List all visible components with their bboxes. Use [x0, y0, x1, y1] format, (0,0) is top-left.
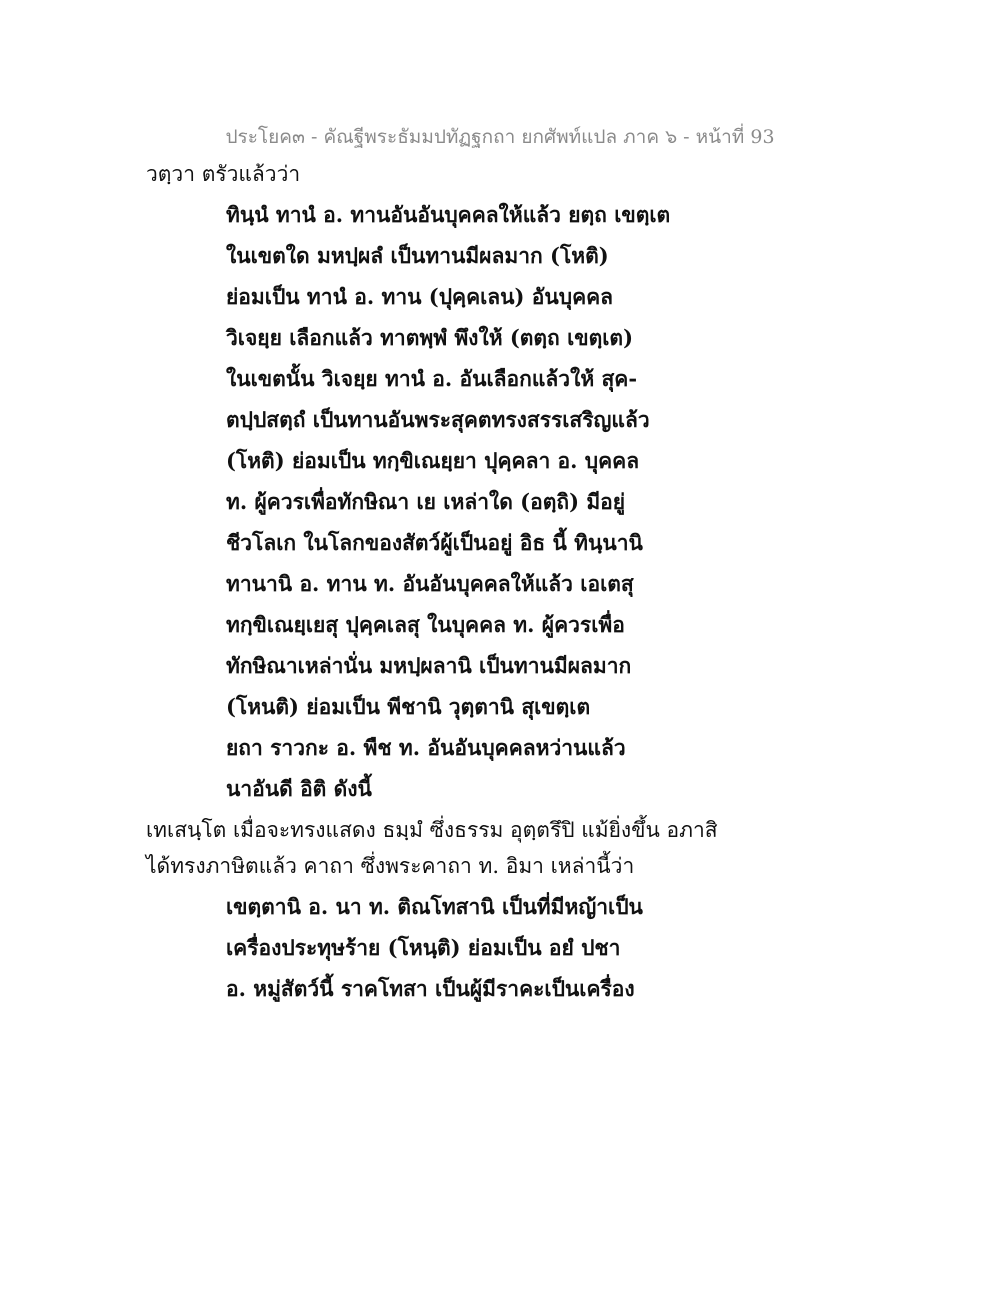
verse-line: (โหนติ) ย่อมเป็น พีชานิ วุตฺตานิ สุเขตฺเต [226, 694, 591, 719]
verse-line: ท. ผู้ควรเพื่อทักษิณา เย เหล่าใด (อตฺถิ) มีอยู่ [226, 489, 626, 514]
verse-line: เขตฺตานิ อ. นา ท. ติณโทสานิ เป็นที่มีหญ้าเป็น [226, 894, 643, 919]
text-line: วตฺวา ตรัวแล้วว่า [146, 162, 301, 186]
verse-line: วิเจยฺย เลือกแล้ว ทาตพฺพํ พึงให้ (ตตฺถ เขตฺเต) [226, 325, 634, 350]
verse-line: เครื่องประทุษร้าย (โหนฺติ) ย่อมเป็น อยํ ปชา [226, 935, 621, 960]
verse-line: ทานานิ อ. ทาน ท. อันอันบุคคลให้แล้ว เอเตสุ [226, 571, 634, 596]
verse-line: ทักษิณาเหล่านั่น มหปฺผลานิ เป็นทานมีผลมาก [226, 653, 632, 678]
verse-line: ชีวโลเก ในโลกของสัตว์ผู้เป็นอยู่ อิธ นี้ ทินฺนานิ [226, 530, 643, 555]
verse-line: ทินฺนํ ทานํ อ. ทานอันอันบุคคลให้แล้ว ยตฺถ เขตฺเต [226, 202, 671, 227]
verse-line: อ. หมู่สัตว์นี้ ราคโทสา เป็นผู้มีราคะเป็นเครื่อง [226, 976, 635, 1001]
verse-line: ย่อมเป็น ทานํ อ. ทาน (ปุคฺคเลน) อันบุคคล [226, 284, 614, 309]
verse-line: (โหติ) ย่อมเป็น ทกฺขิเณยฺยา ปุคฺคลา อ. บุคคล [226, 448, 640, 473]
verse-line: ยถา ราวกะ อ. พืช ท. อันอันบุคคลหว่านแล้ว [226, 735, 626, 760]
verse-line: ในเขตใด มหปฺผลํ เป็นทานมีผลมาก (โหติ) [226, 243, 609, 268]
verse-line: ทกฺขิเณยฺเยสุ ปุคฺคเลสุ ในบุคคล ท. ผู้ควรเพื่อ [226, 612, 625, 637]
page-header: ประโยค๓ - คัณฐีพระธัมมปทัฏฐกถา ยกศัพท์แปล ภาค ๖ - หน้าที่ 93 [225, 126, 775, 148]
verse-line: ในเขตนั้น วิเจยฺย ทานํ อ. อันเลือกแล้วให้ สุค- [226, 366, 638, 391]
verse-line: นาอันดี อิติ ดังนี้ [226, 776, 372, 801]
text-line: ได้ทรงภาษิตแล้ว คาถา ซึ่งพระคาถา ท. อิมา เหล่านี้ว่า [146, 854, 635, 878]
verse-line: ตปฺปสตฺถํ เป็นทานอันพระสุคตทรงสรรเสริญแล้ว [226, 407, 650, 432]
text-line: เทเสนฺโต เมื่อจะทรงแสดง ธมฺมํ ซึ่งธรรม อุตฺตรึปิ แม้ยิ่งขึ้น อภาสิ [146, 818, 718, 842]
